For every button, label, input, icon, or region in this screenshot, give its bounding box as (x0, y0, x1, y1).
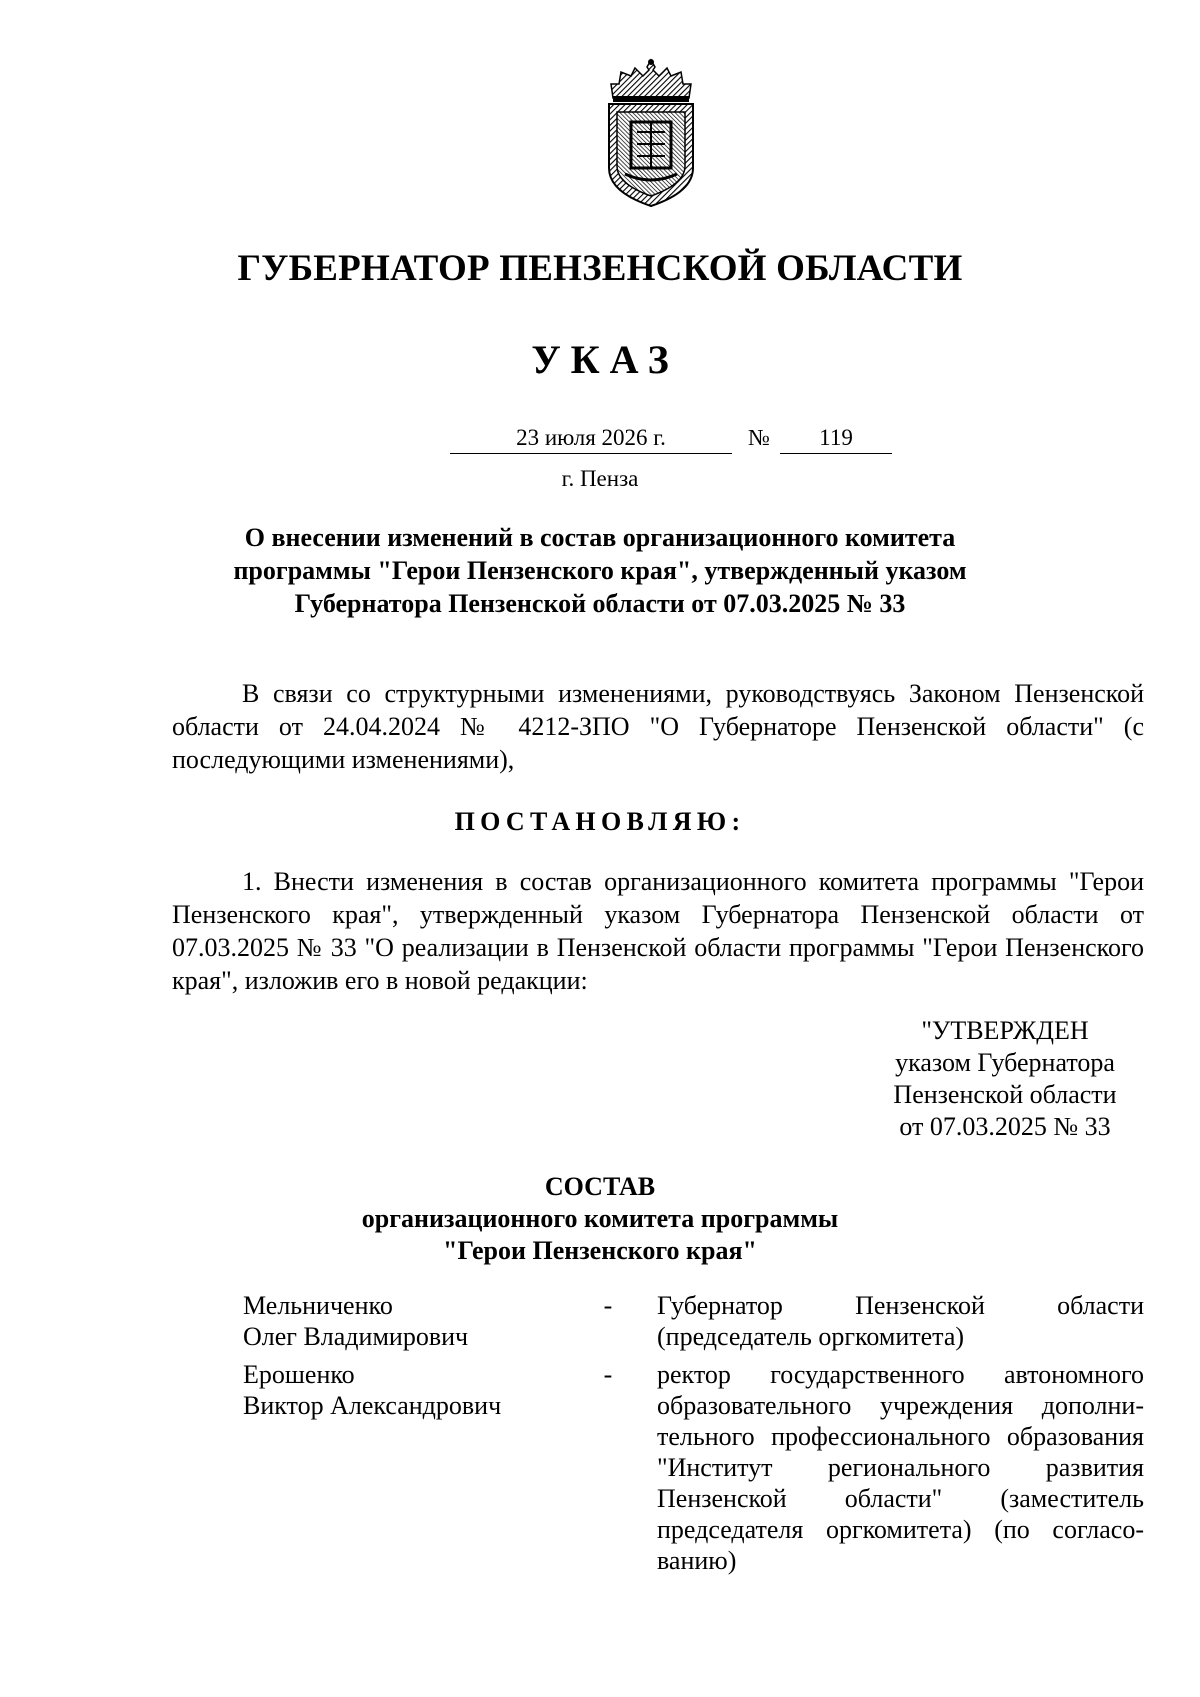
member-given-name: Виктор Александрович (243, 1391, 502, 1420)
member-given-name: Олег Владимирович (243, 1322, 469, 1351)
title-line: О внесении изменений в состав организационного комитета (244, 523, 956, 552)
item-1-paragraph: 1. Внести изменения в состав организационного комитета программы "Герои Пензенского края", утвержденный указом Губернатора Пензенской области от 07.03.2025 № 33 "О реализации в Пензенской области программы "Герои Пензенского края", изложив его в новой редакции: (172, 867, 1144, 995)
member-role: ректор государственного автономного образовательного учреждения дополни-тельного профессионального образования "Институт регионального развития Пензенской области" (заместитель председателя оргкомитета) (по согласо-ванию) (657, 1360, 1144, 1575)
member-name (243, 1359, 573, 1421)
date-number-line (0, 423, 1200, 457)
composition-subtitle: организационного комитета программы (361, 1204, 839, 1233)
member-dash: - (603, 1291, 613, 1320)
approval-line: от 07.03.2025 № 33 (899, 1112, 1111, 1141)
city: г. Пенза (561, 466, 639, 491)
number-sign: № (748, 425, 770, 450)
approval-line: указом Губернатора (895, 1048, 1115, 1077)
approval-line: "УТВЕРЖДЕН (921, 1016, 1089, 1045)
preamble-paragraph: В связи со структурными изменениями, руководствуясь Законом Пензенской области от 24.04.2024 № 4212-ЗПО "О Губернаторе Пензенской области" (с последующими изменениями), (172, 679, 1144, 774)
composition-title: СОСТАВ (544, 1172, 656, 1201)
member-surname: Мельниченко (243, 1291, 393, 1320)
composition-subtitle: "Герои Пензенского края" (443, 1236, 757, 1265)
document-date: 23 июля 2026 г. (450, 423, 732, 454)
issuing-authority: ГУБЕРНАТОР ПЕНЗЕНСКОЙ ОБЛАСТИ (237, 248, 963, 289)
title-line: программы "Герои Пензенского края", утвержденный указом (233, 556, 967, 585)
member-role: Губернатор Пензенской области (председатель оргкомитета) (657, 1291, 1144, 1351)
decree-word: ПОСТАНОВЛЯЮ: (454, 807, 746, 836)
member-dash: - (603, 1360, 613, 1389)
document-title (200, 521, 1000, 620)
coat-of-arms-icon (603, 58, 699, 208)
member-surname: Ерошенко (243, 1360, 355, 1389)
document-type: УКАЗ (531, 337, 679, 382)
title-line: Губернатора Пензенской области от 07.03.2025 № 33 (294, 589, 906, 618)
document-number: 119 (780, 423, 892, 454)
approval-stamp (840, 1015, 1170, 1143)
approval-line: Пензенской области (893, 1080, 1117, 1109)
member-name (243, 1290, 573, 1352)
composition-heading (0, 1171, 1200, 1267)
